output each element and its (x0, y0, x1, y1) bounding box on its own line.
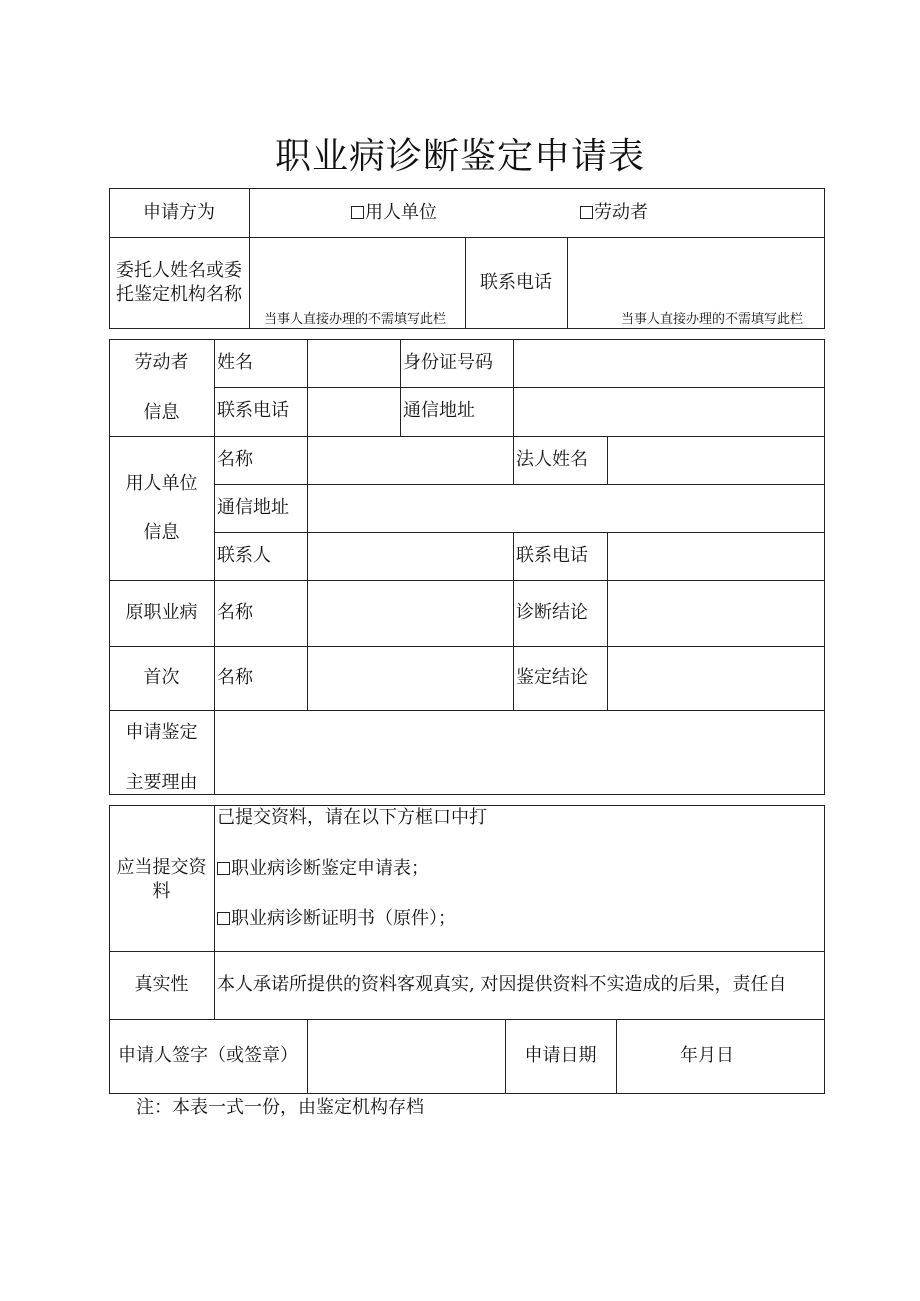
worker-label-line2: 信息 (143, 402, 180, 423)
original-disease-conclusion-label: 诊断结论 (516, 602, 588, 623)
employer-phone-label: 联系电话 (516, 545, 588, 566)
first-appraisal-name-label: 名称 (217, 667, 253, 688)
checkbox-icon[interactable] (351, 206, 364, 219)
worker-id-label: 身份证号码 (403, 352, 493, 373)
agent-label (111, 259, 247, 307)
applicant-label: 申请方为 (143, 202, 215, 223)
original-disease-name-label: 名称 (217, 602, 253, 623)
materials-instruction: 己提交资料，请在以下方框口中打 (217, 807, 487, 828)
employer-contact-label: 联系人 (217, 545, 271, 566)
truth-label: 真实性 (134, 974, 189, 995)
worker-option[interactable] (580, 201, 648, 225)
employer-label-line2: 信息 (143, 522, 180, 543)
materials-label-line2: 料 (152, 881, 171, 902)
page-title: 职业病诊断鉴定申请表 (274, 136, 645, 177)
original-disease-label: 原职业病 (125, 602, 198, 623)
reason-label-line1: 申请鉴定 (125, 722, 198, 743)
material-item-certificate-label: 职业病诊断证明书（原件）； (231, 908, 456, 929)
employer-name-label: 名称 (217, 449, 253, 470)
signature-label: 申请人签字（或签章） (118, 1045, 298, 1066)
material-item-application[interactable] (217, 857, 429, 881)
agent-phone-label: 联系电话 (480, 272, 552, 293)
material-item-certificate[interactable] (217, 907, 456, 931)
agent-label-line1: 委托人姓名或委 (116, 260, 242, 281)
truth-statement: 本人承诺所提供的资料客观真实, 对因提供资料不实造成的后果，责任自 (217, 974, 787, 995)
agent-note: 当事人直接办理的不需填写此栏 (264, 312, 447, 327)
date-label: 申请日期 (524, 1045, 597, 1066)
checkbox-icon[interactable] (580, 206, 593, 219)
employer-legal-rep-label: 法人姓名 (516, 449, 588, 470)
agent-label-line2: 托鉴定机构名称 (116, 284, 242, 305)
agent-phone-note: 当事人直接办理的不需填写此栏 (621, 312, 804, 327)
material-item-application-label: 职业病诊断鉴定申请表； (231, 858, 429, 879)
worker-option-label: 劳动者 (594, 202, 648, 223)
reason-label-line2: 主要理由 (125, 772, 198, 793)
employer-option[interactable] (351, 201, 437, 225)
worker-address-label: 通信地址 (403, 400, 475, 421)
date-value: 年月日 (680, 1045, 734, 1066)
employer-option-label: 用人单位 (365, 202, 437, 223)
footnote: 注：本表一式一份，由鉴定机构存档 (136, 1097, 424, 1118)
checkbox-icon[interactable] (217, 862, 230, 875)
employer-address-label: 通信地址 (217, 497, 289, 518)
worker-name-label: 姓名 (217, 352, 253, 373)
worker-label-line1: 劳动者 (134, 352, 189, 373)
first-appraisal-label: 首次 (143, 667, 180, 688)
checkbox-icon[interactable] (217, 912, 230, 925)
employer-label-line1: 用人单位 (125, 473, 198, 494)
first-appraisal-conclusion-label: 鉴定结论 (516, 667, 588, 688)
materials-label-line1: 应当提交资 (116, 857, 207, 878)
worker-phone-label: 联系电话 (217, 400, 289, 421)
